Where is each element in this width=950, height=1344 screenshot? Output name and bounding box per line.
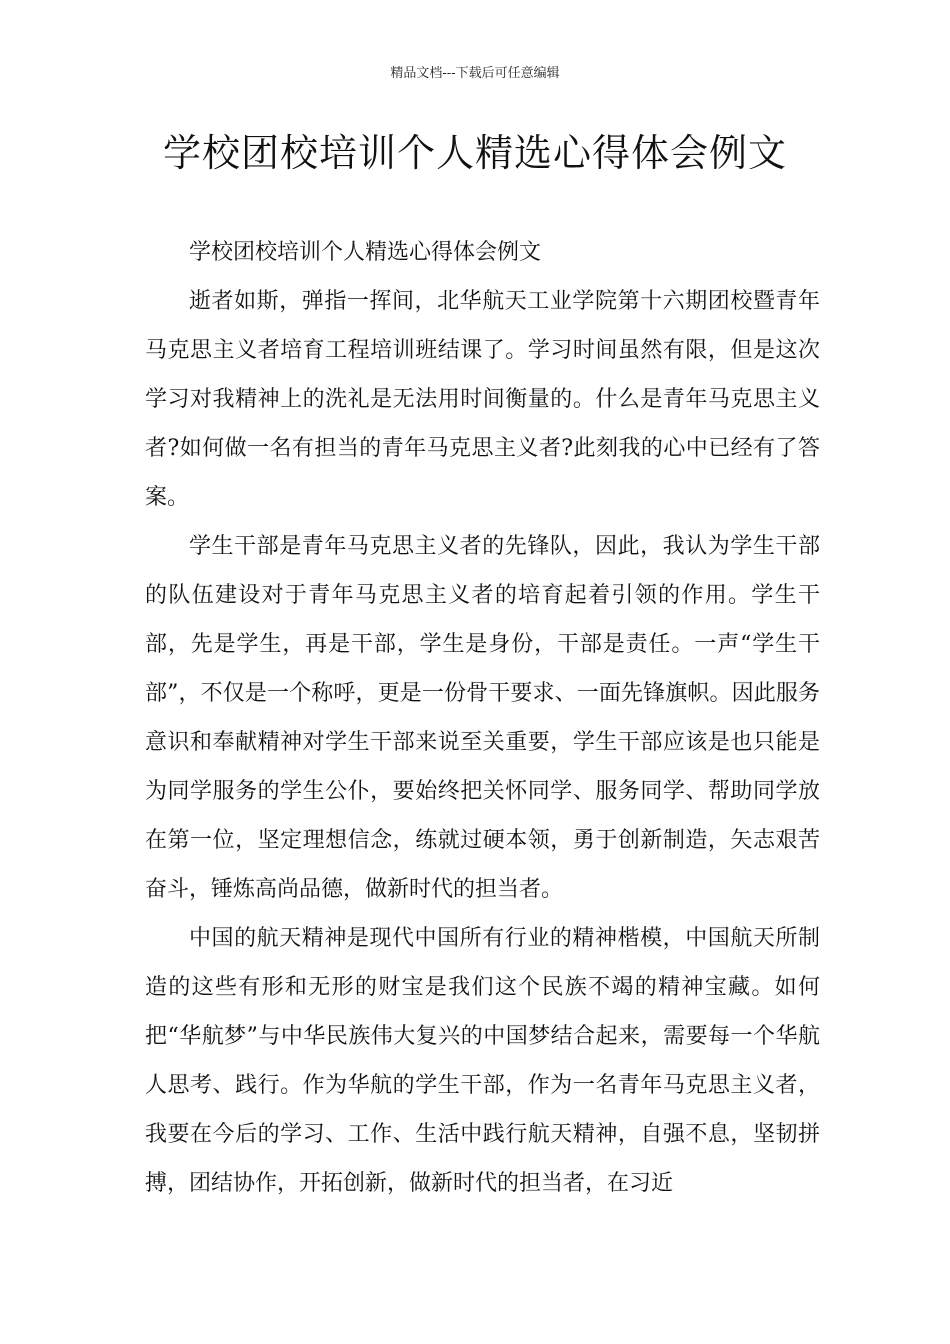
header-note: 精品文档---下载后可任意编辑 [390, 66, 560, 81]
paragraph-student-cadres: 学生干部是青年马克思主义者的先锋队，因此，我认为学生干部的队伍建设对于青年马克思主义者的培育起着引领的作用。学生干部，先是学生，再是干部，学生是身份，干部是责任。一声“学生干部”，不仅是一个称呼，更是一份骨干要求、一面先锋旗帜。因此服务意识和奉献精神对学生干部来说至关重要，学生干部应该是也只能是为同学服务的学生公仆，要始终把关怀同学、服务同学、帮助同学放在第一位，坚定理想信念，练就过硬本领，勇于创新制造，矢志艰苦奋斗，锤炼高尚品德，做新时代的担当者。 [145, 534, 820, 902]
paragraph-intro: 逝者如斯，弹指一挥间，北华航天工业学院第十六期团校暨青年马克思主义者培育工程培训班结课了。学习时间虽然有限，但是这次学习对我精神上的洗礼是无法用时间衡量的。什么是青年马克思主义者?如何做一名有担当的青年马克思主义者?此刻我的心中已经有了答案。 [145, 289, 820, 510]
document-body [145, 228, 820, 1208]
paragraph-subtitle: 学校团校培训个人精选心得体会例文 [189, 240, 542, 265]
paragraph-aerospace-spirit: 中国的航天精神是现代中国所有行业的精神楷模，中国航天所制造的这些有形和无形的财宝是我们这个民族不竭的精神宝藏。如何把“华航梦”与中华民族伟大复兴的中国梦结合起来，需要每一个华航人思考、践行。作为华航的学生干部，作为一名青年马克思主义者，我要在今后的学习、工作、生活中践行航天精神，自强不息，坚韧拼搏，团结协作，开拓创新，做新时代的担当者，在习近 [145, 926, 820, 1196]
document-title: 学校团校培训个人精选心得体会例文 [162, 131, 787, 175]
